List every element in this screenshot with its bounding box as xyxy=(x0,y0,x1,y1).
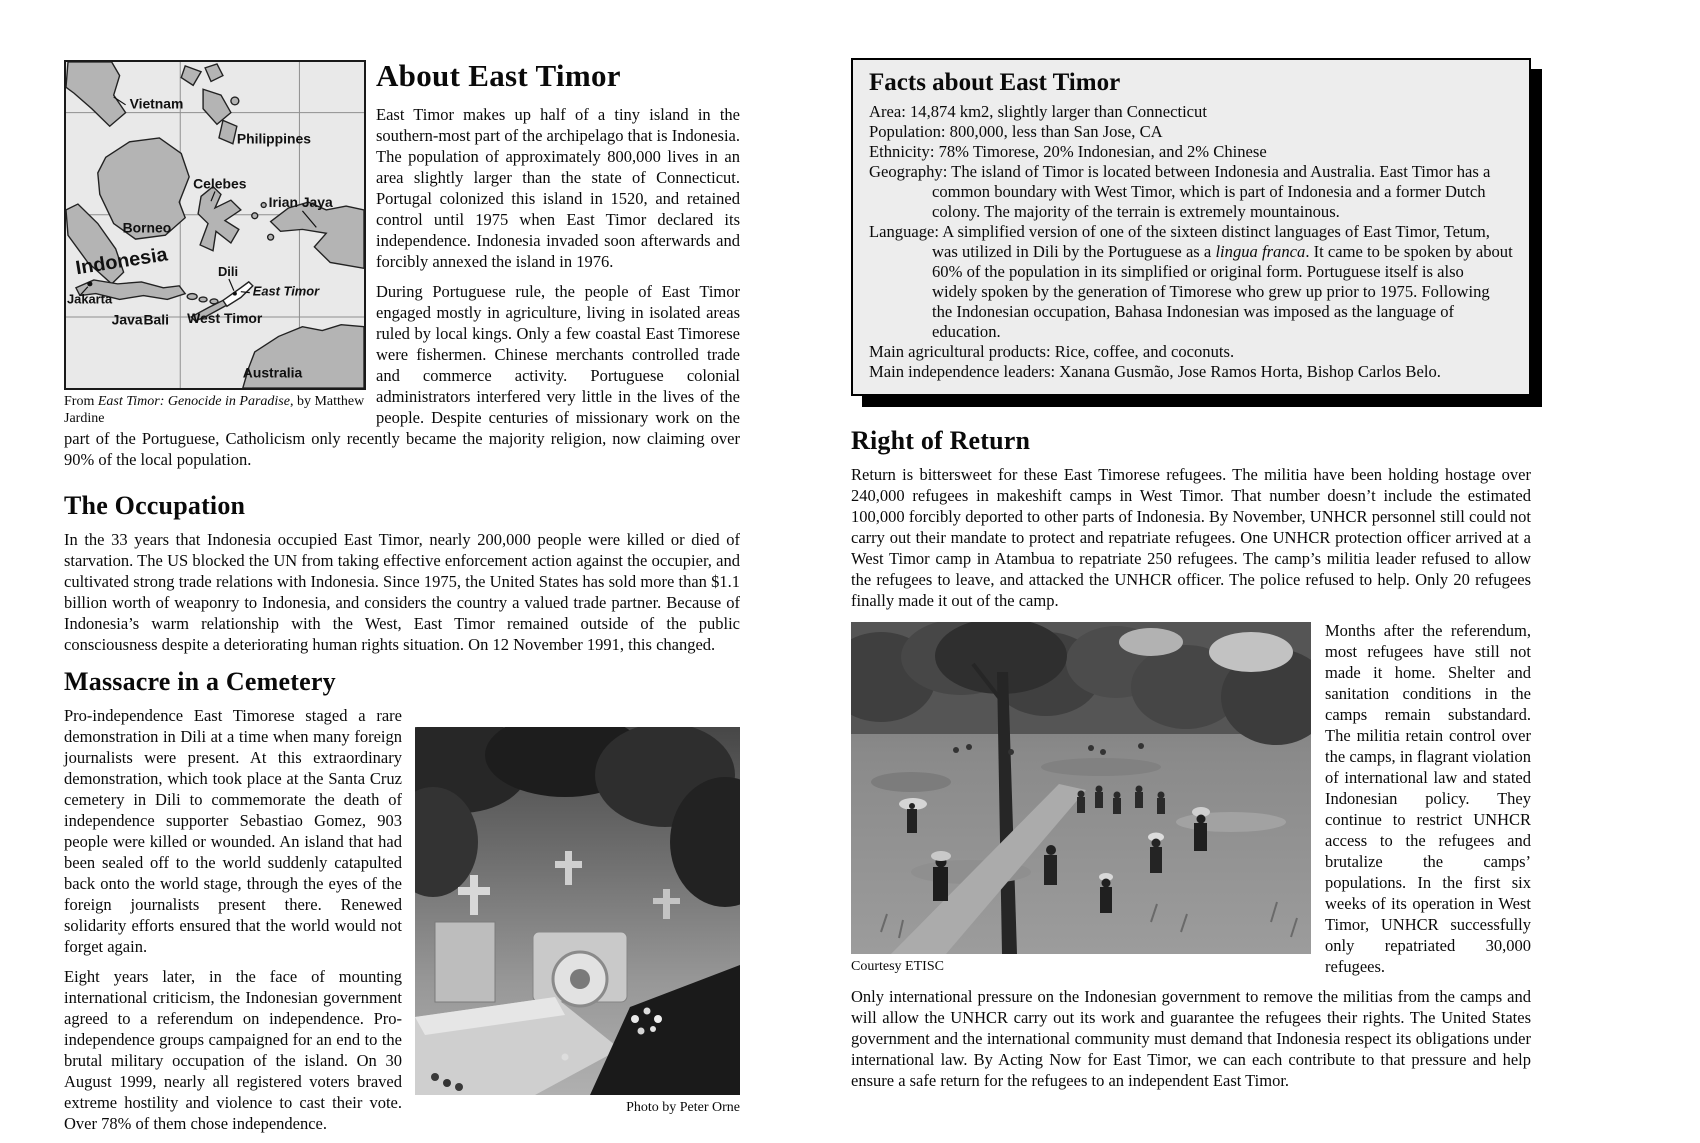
map-label-irian-jaya: Irian Jaya xyxy=(268,195,333,210)
occupation-heading: The Occupation xyxy=(64,491,246,520)
fact-ethnicity: Ethnicity: 78% Timorese, 20% Indonesian, and 2% Chinese xyxy=(869,142,1267,161)
right-page xyxy=(851,58,1531,1100)
facts-box-heading: Facts about East Timor xyxy=(869,69,1121,96)
about-para-2: During Portuguese rule, the people of East Timor engaged mostly in agriculture, living in isolated areas ruled by local kings. Only a few coastal East Timorese were fishermen. Chinese merchants controlled trade and commerce activity. Portuguese colonial administrators interfered very little in the lives of the people. Despite centuries of missionary work on the part of the Portuguese, Catholicism only recently became the majority religion, now claiming over 90% of the local population. xyxy=(64,282,740,469)
cemetery-photo-figure xyxy=(415,727,740,1116)
fact-language xyxy=(869,222,1513,342)
right-of-return-photo-section xyxy=(851,620,1531,1100)
map-label-borneo: Borneo xyxy=(122,220,172,236)
about-section xyxy=(64,58,740,479)
about-para-1: East Timor makes up half of a tiny island in the southern-most part of the archipelago that is Indonesia. The population of approximately 800,000 lives in an area slightly larger than the state of Connecticut. Portugal colonized this island in 1520, and retained control until 1975 when East Timor declared its independence. Indonesia invaded soon afterwards and forcibly annexed the island in 1976. xyxy=(376,105,740,271)
map-label-jakarta: Jakarta xyxy=(66,291,113,307)
map-caption xyxy=(64,390,366,427)
massacre-para-2: Eight years later, in the face of mounting international criticism, the Indonesian government agreed to a referendum on independence. Pro-independence groups campaigned for an end to the brutal military occupation of the island. On 30 August 1999, nearly all registered voters braved extreme hostility and violence to cast their vote. Over 78% of them chose independence. xyxy=(64,967,402,1133)
massacre-para-1: Pro-independence East Timorese staged a rare demonstration in Dili at a time when many foreign journalists were present. At this extraordinary demonstration, which took place at the Santa Cruz cemetery in Dili to commemorate the death of independence supporter Sebastiao Gomez, 903 people were killed or wounded. An island that had been sealed off to the world suddenly catapulted back onto the world stage, through the eyes of the foreign journalists present there. Renewed solidarity efforts ensured that the world would not forget again. xyxy=(64,706,402,956)
map-label-celebes: Celebes xyxy=(193,176,247,192)
map-caption-suffix: , by Matthew Jardine xyxy=(64,394,365,426)
map-label-east-timor: East Timor xyxy=(252,283,320,299)
map-caption-title: East Timor: Genocide in Paradise xyxy=(97,394,290,409)
refugee-photo-caption: Courtesy ETISC xyxy=(851,959,944,974)
right-of-return-para-2: Months after the referendum, most refugees have still not made it home. Shelter and sanitation conditions in the camps remain substandard. The militia retain control over the camps, in flagrant violation of international law and stated Indonesian policy. They continue to restrict UNHCR access to the refugees and brutalize the camps’ populations. In the first six weeks of its operation in West Timor, UNHCR successfully only repatriated 30,000 refugees. xyxy=(1325,621,1531,976)
map-label-philippines: Philippines xyxy=(236,131,311,147)
fact-leaders: Main independence leaders: Xanana Gusmão, Jose Ramos Horta, Bishop Carlos Belo. xyxy=(869,362,1441,381)
map-label-west-timor: West Timor xyxy=(187,310,263,326)
about-heading: About East Timor xyxy=(376,58,621,93)
map-label-dili: Dili xyxy=(217,264,239,280)
fact-agriculture: Main agricultural products: Rice, coffee, and coconuts. xyxy=(869,342,1235,361)
facts-box xyxy=(851,58,1531,396)
fact-language-italic: lingua franca xyxy=(1215,242,1306,261)
massacre-section xyxy=(64,705,740,1143)
indonesia-region-map xyxy=(64,60,366,390)
occupation-para: In the 33 years that Indonesia occupied East Timor, nearly 200,000 people were killed or died of starvation. The US blocked the UN from taking effective enforcement action against the occupier, and cultivated strong trade relations with Indonesia. Since 1975, the United States has sold more than $1.1 billion worth of weaponry to Indonesia, and considers the country a valued trade partner. Because of Indonesia’s warm relationship with the West, East Timor remained outside of the public consciousness despite a deteriorating human rights situation. On 12 November 1991, this changed. xyxy=(64,530,740,654)
map-land-irian-jaya xyxy=(271,202,364,268)
map-land-east-timor xyxy=(223,282,253,306)
left-page xyxy=(64,58,740,1143)
right-of-return-heading: Right of Return xyxy=(851,426,1031,455)
map-label-australia: Australia xyxy=(242,365,303,381)
fact-area: Area: 14,874 km2, slightly larger than Connecticut xyxy=(869,102,1207,121)
fact-language-post: . It came to be spoken by about 60% of the population in its simplified or original form. Portuguese itself is also widely spoken by the generation of Timorese who grew up prior to 1975. Following the Indonesian occupation, Bahasa Indonesian was imposed as the language of education. xyxy=(932,242,1513,341)
map-land-philippines xyxy=(181,66,201,85)
map-land-vietnam xyxy=(66,62,126,126)
map-dot-dili xyxy=(233,292,237,296)
refugee-photo xyxy=(851,622,1311,954)
map-figure xyxy=(64,60,366,427)
fact-language-pre: Language: A simplified version of one of the sixteen distinct languages of East Timor, Tetum, was utilized in Dili by the Portuguese as a xyxy=(869,222,1490,261)
fact-geography: Geography: The island of Timor is located between Indonesia and Australia. East Timor has a common boundary with West Timor, which is part of Indonesia and a former Dutch colony. The majority of the terrain is extremely mountainous. xyxy=(869,162,1491,221)
map-caption-prefix: From xyxy=(64,394,98,409)
right-of-return-para-1: Return is bittersweet for these East Timorese refugees. The militia have been holding hostage over 240,000 refugees in makeshift camps in West Timor. That number doesn’t include the estimated 100,000 forcibly deported to other parts of Indonesia. By November, UNHCR personnel still could not carry out their mandate to protect and repatriate refugees. One UNHCR protection officer arrived at a West Timor camp in Atambua to repatriate 250 refugees. The camp’s militia leader refused to allow the refugees to leave, and attacked the UNHCR officer. The police refused to help. Only 20 refugees finally made it out of the camp. xyxy=(851,465,1531,610)
refugee-photo-figure xyxy=(851,622,1311,975)
massacre-heading: Massacre in a Cemetery xyxy=(64,667,336,696)
fact-population: Population: 800,000, less than San Jose, CA xyxy=(869,122,1163,141)
right-of-return-para-3: Only international pressure on the Indonesian government to remove the militias from the camps and will allow the UNHCR carry out its work and guarantee the refugees their rights. The United States government and the international community must demand that Indonesia respect its obligations under international law. By Acting Now for East Timor, we can each contribute to that pressure and help ensure a safe return for the refugees to an independent East Timor. xyxy=(851,987,1531,1090)
map-land-bali xyxy=(187,294,197,300)
map-land-celebes xyxy=(198,187,241,251)
cemetery-photo-caption: Photo by Peter Orne xyxy=(626,1100,740,1115)
map-label-vietnam: Vietnam xyxy=(129,96,184,112)
cemetery-photo xyxy=(415,727,740,1095)
map-label-java: Java xyxy=(111,312,143,328)
map-svg xyxy=(66,62,364,388)
map-label-indonesia: Indonesia xyxy=(74,243,170,280)
map-dot-jakarta xyxy=(87,281,92,286)
map-label-bali: Bali xyxy=(143,312,169,328)
